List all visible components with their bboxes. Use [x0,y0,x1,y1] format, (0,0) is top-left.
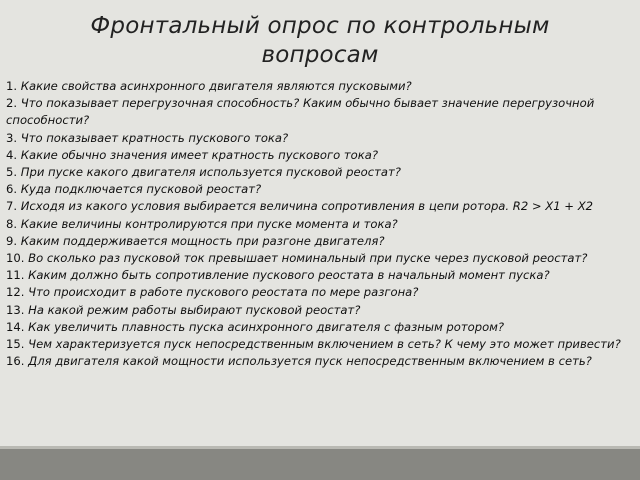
slide-title [0,12,640,70]
question-number: 13. [6,302,25,317]
question-item [6,250,634,267]
question-item [6,302,634,319]
question-number: 1. [6,79,18,93]
question-number: 16. [6,354,25,369]
question-item [6,216,634,233]
question-text: Какие обычно значения имеет кратность пускового тока? [17,147,378,162]
question-text: На какой режим работы выбирают пусковой реостат? [24,302,361,317]
question-text: Исходя из какого условия выбирается величина сопротивления в цепи ротора. R2 > X1 + X2 [17,199,594,214]
slide-title-line-2: вопросам [261,42,379,68]
question-number: 5. [6,165,18,180]
question-text: Как увеличить плавность пуска асинхронного двигателя с фазным ротором? [24,319,505,334]
question-text: Что происходит в работе пускового реостата по мере разгона? [24,285,419,300]
question-text: Какие свойства асинхронного двигателя являются пусковыми? [17,79,412,93]
question-number: 10. [6,251,25,266]
question-number: 3. [6,130,18,145]
question-text: Что показывает перегрузочная способность? Каким обычно бывает значение перегрузочной способности? [6,96,595,128]
question-number: 6. [6,182,18,197]
question-item [6,198,634,215]
question-item [6,147,634,164]
question-item [6,181,634,198]
question-item [6,233,634,250]
question-text: Каким поддерживается мощность при разгоне двигателя? [17,233,385,248]
question-number: 11. [6,268,25,283]
question-item [6,353,634,370]
question-number: 15. [6,337,25,352]
question-number: 4. [6,147,18,162]
question-number: 7. [6,199,18,214]
slide-title-line-1: Фронтальный опрос по контрольным [90,13,550,39]
question-text: При пуске какого двигателя используется пусковой реостат? [17,165,401,180]
question-item [6,78,634,95]
question-text: Для двигателя какой мощности используется пуск непосредственным включением в сеть? [24,354,592,369]
question-list [6,78,634,370]
question-number: 8. [6,216,18,231]
question-text: Каким должно быть сопротивление пускового реостата в начальный момент пуска? [24,268,550,283]
question-number: 14. [6,319,25,334]
question-text: Куда подключается пусковой реостат? [17,182,262,197]
question-text: Что показывает кратность пускового тока? [17,130,289,145]
question-item [6,319,634,336]
question-number: 12. [6,285,25,300]
question-text: Какие величины контролируются при пуске момента и тока? [17,216,398,231]
question-text: Чем характеризуется пуск непосредственным включением в сеть? К чему это может привести? [24,337,621,352]
question-number: 9. [6,233,18,248]
question-item [6,130,634,147]
question-item [6,336,634,353]
question-item [6,164,634,181]
question-item [6,95,634,129]
footer-band [0,449,640,480]
question-number: 2. [6,96,18,111]
question-item [6,284,634,301]
question-text: Во сколько раз пусковой ток превышает номинальный при пуске через пусковой реостат? [24,251,588,266]
question-item [6,267,634,284]
